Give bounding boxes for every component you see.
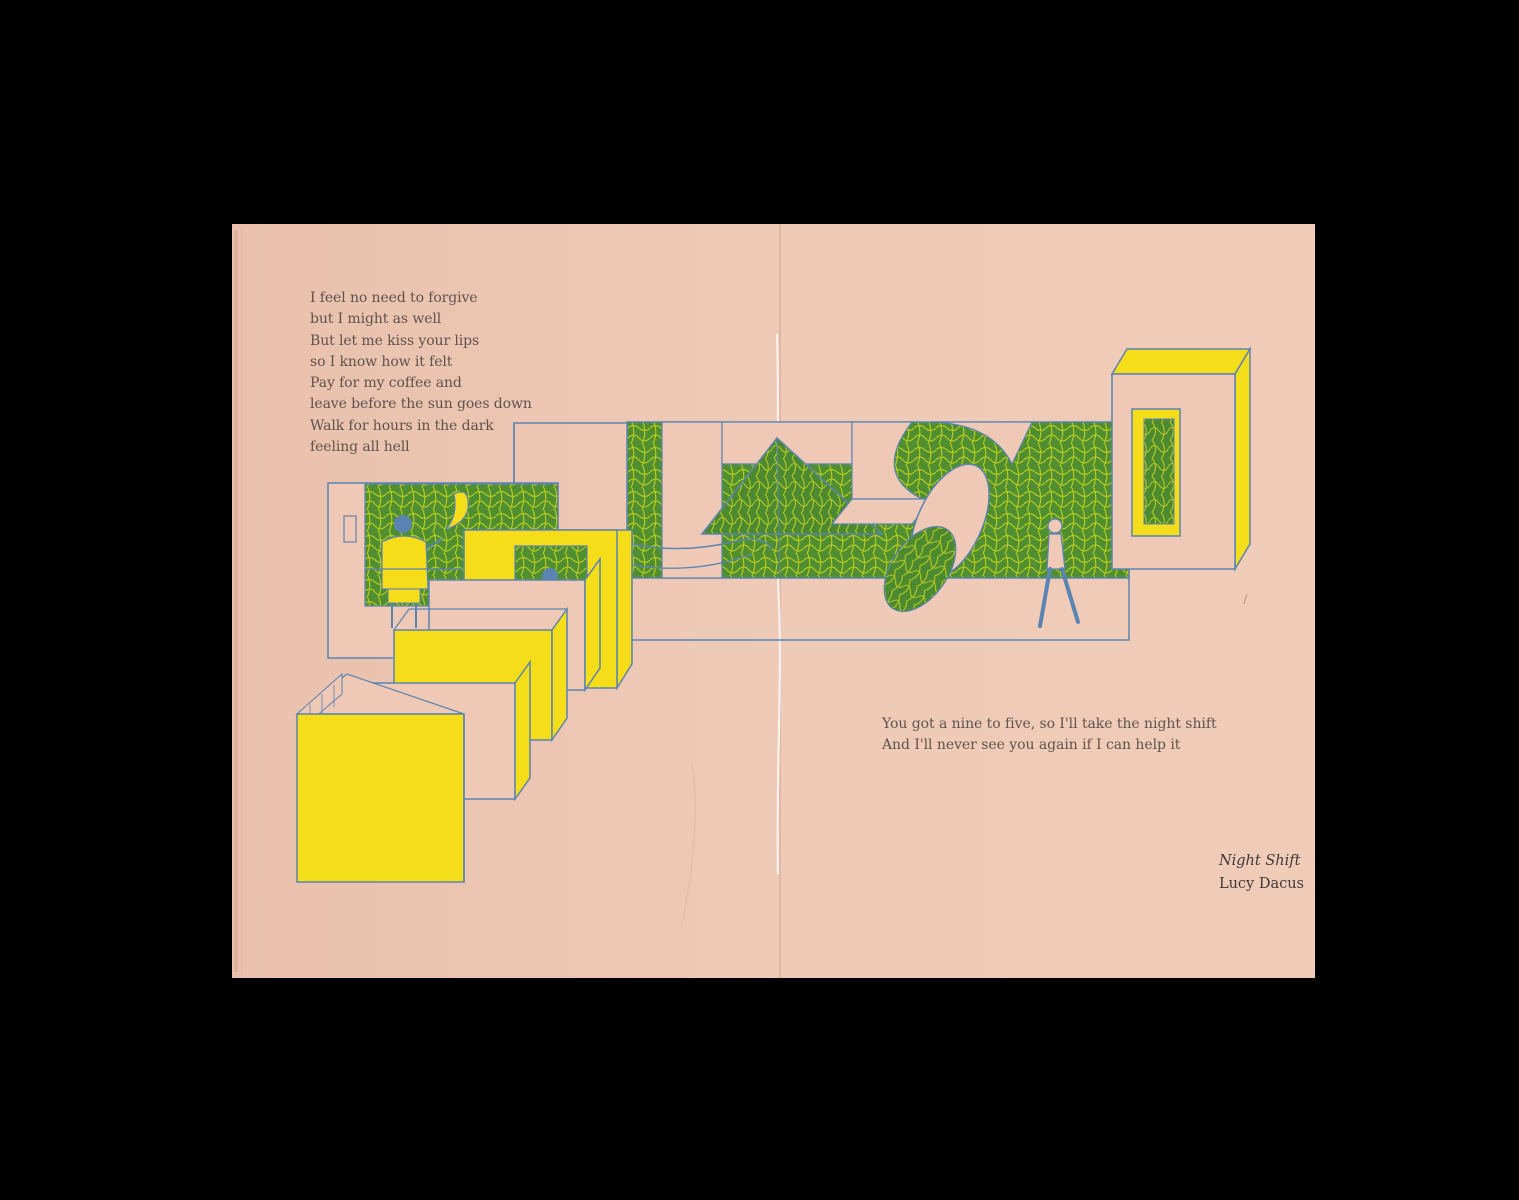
artist-name: Lucy Dacus — [1218, 876, 1304, 892]
lyric-line: so I know how it felt — [310, 353, 453, 370]
lyric-line: I feel no need to forgive — [310, 290, 478, 306]
lyric-line: but I might as well — [310, 311, 442, 328]
song-title: Night Shift — [1218, 853, 1301, 869]
front-yellow-box — [297, 674, 464, 882]
song-credit — [1219, 850, 1304, 896]
lyric-line: But let me kiss your lips — [310, 332, 480, 349]
lyric-line: feeling all hell — [310, 439, 410, 456]
lyric-line: You got a nine to five, so I'll take the night shift — [882, 716, 1217, 732]
lyrics-left-page — [310, 288, 532, 458]
zine-spread — [232, 224, 1315, 978]
lyric-line: And I'll never see you again if I can help it — [882, 737, 1181, 753]
lyrics-right-page — [882, 714, 1217, 756]
lyric-line: Pay for my coffee and — [310, 375, 462, 392]
lyric-line: Walk for hours in the dark — [310, 417, 494, 434]
yellow-box-right — [1112, 349, 1250, 569]
lyric-line: leave before the sun goes down — [310, 396, 532, 413]
